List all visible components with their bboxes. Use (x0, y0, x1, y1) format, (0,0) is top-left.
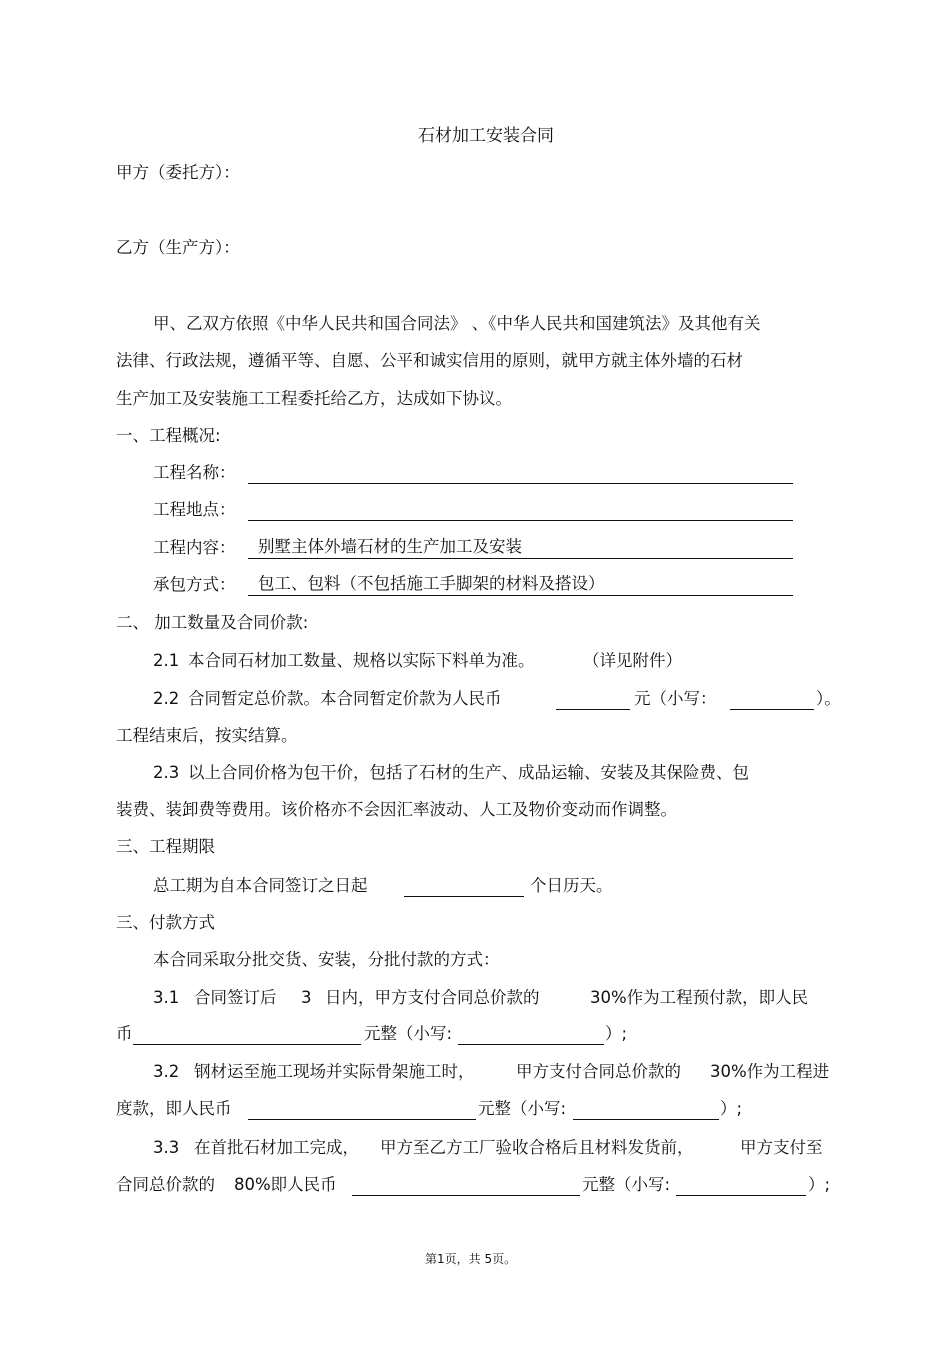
clause-3-1-text-a: 合同签订后 (194, 988, 277, 1007)
progress-amount-field[interactable] (248, 1098, 476, 1123)
total-price-field[interactable] (556, 688, 630, 713)
clause-3-1-number: 3.1 (153, 988, 180, 1007)
contract-method-field[interactable] (248, 573, 793, 596)
clause-3-3-text-a: 在首批石材加工完成， (194, 1138, 359, 1157)
duration-text-b: 个日历天。 (530, 876, 613, 895)
section-1-heading: 一、工程概况: (116, 426, 221, 445)
project-location-field[interactable] (248, 498, 793, 521)
clause-3-3-line-2b: 80%即人民币 (234, 1175, 337, 1194)
project-content-label: 工程内容： (153, 538, 236, 557)
clause-3-3-number: 3.3 (153, 1138, 180, 1157)
clause-2-3-line-2: 装费、装卸费等费用。该价格亦不会因汇率波动、人工及物价变动而作调整。 (116, 800, 677, 819)
project-content-value: 别墅主体外墙石材的生产加工及安装 (258, 537, 522, 556)
project-name-value (248, 462, 258, 481)
clause-3-2-number: 3.2 (153, 1062, 180, 1081)
clause-3-2-line-2b: 元整（小写: (478, 1099, 567, 1118)
project-name-label: 工程名称： (153, 463, 236, 482)
intro-line-1: 甲、乙双方依照《中华人民共和国合同法》 、《中华人民共和国建筑法》及其他有关 (153, 314, 761, 333)
party-b-label: 乙方（生产方）： (116, 238, 240, 257)
clause-2-1-number: 2.1 (153, 651, 180, 670)
progress-amount-lower-field[interactable] (573, 1098, 719, 1123)
section-3-heading: 三、工程期限 (116, 837, 215, 856)
clause-3-3-line-2a: 合同总价款的 (116, 1175, 215, 1194)
project-content-field[interactable] (248, 536, 793, 559)
page-title: 石材加工安装合同 (418, 126, 554, 146)
clause-2-2-end: ）。 (816, 689, 841, 708)
clause-3-3-line-2d: ）; (808, 1175, 831, 1194)
clause-3-2-text-a: 钢材运至施工现场并实际骨架施工时， (194, 1062, 475, 1081)
project-location-value (248, 499, 258, 518)
clause-3-3-text-c: 甲方支付至 (740, 1138, 823, 1157)
project-location-label: 工程地点： (153, 500, 236, 519)
clause-3-3-line-2c: 元整（小写: (582, 1175, 671, 1194)
clause-3-1-text-c: 日内，甲方支付合同总价款的 (325, 988, 540, 1007)
payment-heading: 三、付款方式 (116, 913, 215, 932)
party-a-label: 甲方（委托方）： (116, 163, 240, 182)
total-price-lower-field[interactable] (730, 688, 814, 713)
clause-2-2-unit: 元（小写： (634, 689, 717, 708)
contract-method-value: 包工、包料（不包括施工手脚架的材料及搭设） (258, 574, 605, 593)
clause-2-2-number: 2.2 (153, 689, 180, 708)
clause-2-1-note: （详见附件） (583, 651, 682, 670)
duration-field[interactable] (404, 875, 524, 900)
clause-3-1-text-d: 30%作为工程预付款，即人民 (590, 988, 809, 1007)
intro-line-2: 法律、行政法规，遵循平等、自愿、公平和诚实信用的原则，就甲方就主体外墙的石材 (116, 351, 743, 370)
advance-amount-field[interactable] (133, 1023, 361, 1048)
clause-2-1-text: 本合同石材加工数量、规格以实际下料单为准。 (188, 651, 535, 670)
contract-method-label: 承包方式： (153, 575, 236, 594)
final-amount-field[interactable] (352, 1174, 580, 1199)
final-amount-lower-field[interactable] (676, 1174, 806, 1199)
clause-2-3-text: 以上合同价格为包干价，包括了石材的生产、成品运输、安装及其保险费、包 (188, 763, 749, 782)
project-name-field[interactable] (248, 461, 793, 484)
duration-text-a: 总工期为自本合同签订之日起 (153, 876, 368, 895)
intro-line-3: 生产加工及安装施工工程委托给乙方，达成如下协议。 (116, 389, 512, 408)
clause-3-2-text-c: 30%作为工程进 (710, 1062, 830, 1081)
clause-2-2-line-2: 工程结束后，按实结算。 (116, 726, 298, 745)
clause-3-1-line-2a: 币 (116, 1024, 133, 1043)
clause-3-2-line-2a: 度款，即人民币 (116, 1099, 232, 1118)
clause-3-2-line-2c: ）; (720, 1099, 743, 1118)
clause-2-3-number: 2.3 (153, 763, 180, 782)
clause-3-1-line-2c: ）; (605, 1024, 628, 1043)
clause-2-2-text: 合同暂定总价款。本合同暂定价款为人民币 (188, 689, 502, 708)
clause-3-1-days: 3 (301, 988, 312, 1007)
clause-3-2-text-b: 甲方支付合同总价款的 (516, 1062, 681, 1081)
page-footer: 第1页，共 5页。 (425, 1252, 517, 1266)
clause-3-3-text-b: 甲方至乙方工厂验收合格后且材料发货前， (380, 1138, 694, 1157)
clause-3-1-line-2b: 元整（小写: (364, 1024, 453, 1043)
advance-amount-lower-field[interactable] (458, 1023, 604, 1048)
section-2-heading: 二、 加工数量及合同价款: (116, 613, 309, 632)
payment-intro: 本合同采取分批交货、安装，分批付款的方式： (153, 950, 500, 969)
